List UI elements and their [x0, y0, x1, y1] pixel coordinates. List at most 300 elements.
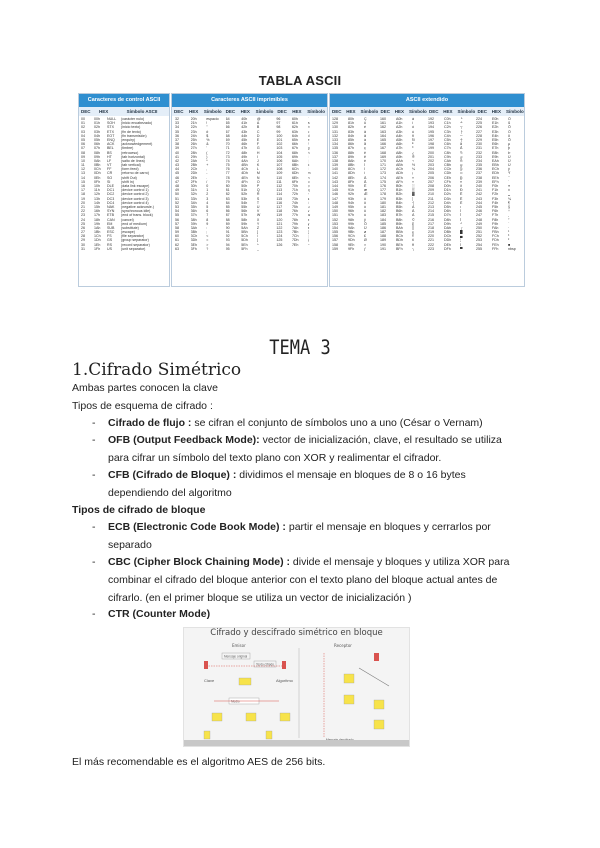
table-header-cell: DEC	[225, 109, 236, 114]
table-cell: C0h	[444, 117, 451, 121]
table-cell: 170	[380, 158, 386, 163]
table-cell: D3h	[444, 196, 451, 201]
table-cell: 6Dh	[291, 171, 299, 176]
table-cell: ë	[364, 154, 366, 159]
table-cell: 11h	[94, 188, 100, 193]
table-cell: n	[307, 175, 310, 180]
diagram-arrow	[359, 668, 389, 686]
diagram-yellow-marker	[246, 713, 256, 721]
table-cell: 4Ch	[241, 167, 248, 172]
list-item-continuation: combinar el cifrado del bloque anterior con el texto plano del bloque actual antes de	[108, 574, 498, 586]
table-cell: 180	[380, 200, 386, 205]
table-cell: DC3	[107, 196, 115, 201]
table-cell: 33	[175, 121, 179, 126]
table-cell: 19	[81, 196, 85, 201]
table-cell: 177	[380, 188, 386, 193]
table-cell: 95	[225, 246, 230, 251]
table-cell: RS	[107, 242, 112, 247]
table-cell: É	[364, 184, 367, 188]
table-cell: &	[206, 142, 209, 147]
table-cell	[276, 247, 292, 251]
table-cell: ³	[508, 234, 510, 239]
table-cell: 153	[332, 221, 338, 226]
table-cell: È	[460, 200, 463, 205]
table-cell: ¯	[508, 175, 510, 180]
table-cell: 56	[175, 217, 179, 222]
table-cell: 215	[428, 213, 434, 218]
table-cell: 91	[225, 230, 230, 235]
table-cell: Õ	[508, 137, 511, 142]
table-cell: 16	[81, 184, 85, 188]
table-cell: 20h	[190, 117, 197, 121]
table-cell: F4h	[492, 200, 499, 205]
table-cell: E2h	[492, 125, 499, 130]
table-cell: 97	[276, 121, 281, 126]
table-cell: 18	[81, 192, 85, 197]
table-cell: 03h	[94, 129, 100, 134]
table-cell: 196	[428, 133, 434, 138]
table-cell: 8	[206, 217, 209, 222]
table-cell: 228	[476, 133, 482, 138]
table-cell: 58	[175, 225, 179, 230]
table-cell: 151	[332, 213, 338, 218]
table-cell: (device control 2)	[121, 192, 149, 197]
table-cell: A0h	[396, 117, 403, 121]
diagram-label-medio: Medio	[231, 699, 240, 704]
table-cell: ~	[307, 242, 310, 247]
list-item: CTR (Counter Mode)	[108, 608, 211, 620]
table-cell: 45h	[241, 137, 248, 142]
table-cell: 3Fh	[190, 246, 197, 251]
table-cell: 206	[428, 175, 434, 180]
table-cell: 25h	[190, 137, 197, 142]
table-cell: 96	[276, 117, 281, 121]
table-cell: 78	[225, 175, 230, 180]
table-cell: AAh	[396, 158, 403, 163]
bullet-dash: -	[92, 521, 96, 533]
table-cell: 109	[276, 171, 283, 176]
table-cell: ¨	[508, 221, 510, 226]
table-cell: 227	[476, 129, 482, 134]
table-cell: (salto de línea)	[121, 158, 145, 163]
table-cell: 24	[81, 217, 85, 222]
table-cell: 106	[276, 158, 283, 163]
table-cell: (enquiry)	[121, 137, 136, 142]
table-cell: SUB	[107, 225, 115, 230]
table-cell: ESC	[107, 230, 115, 235]
table-cell: ^	[256, 242, 259, 247]
table-cell: D2h	[444, 192, 451, 197]
table-cell: 87	[225, 213, 230, 218]
table-cell: 8Eh	[348, 175, 355, 180]
table-cell: "	[206, 125, 208, 130]
table-cell: 10h	[94, 184, 100, 188]
table-cell: 47	[175, 179, 179, 184]
table-cell: 33h	[190, 196, 197, 201]
table-cell: 00h	[94, 117, 100, 121]
table-cell: C9h	[444, 154, 451, 159]
diagram-label-algoritmo: Algoritmo	[276, 678, 293, 683]
table-cell: (substitute)	[121, 225, 139, 230]
table-cell: 13	[81, 171, 85, 176]
table-cell: CAN	[107, 217, 115, 222]
table-cell: r	[307, 192, 309, 197]
table-cell: 17h	[94, 213, 100, 218]
table-cell: C	[256, 129, 260, 134]
table-cell: 137	[332, 154, 338, 159]
table-header-cell: DEC	[380, 109, 391, 114]
table-cell: EBh	[492, 163, 499, 168]
table-cell: 191	[380, 246, 386, 251]
diagram-yellow-marker	[280, 713, 290, 721]
table-cell: 54h	[241, 200, 248, 205]
table-cell: 201	[428, 154, 434, 159]
table-cell: 155	[332, 230, 338, 235]
table-cell: 22h	[190, 125, 197, 130]
table-cell: 252	[476, 234, 482, 239]
table-cell: 121	[276, 221, 283, 226]
table-cell: 79	[225, 179, 230, 184]
table-cell: D9h	[444, 221, 451, 226]
table-cell: 9Eh	[348, 242, 355, 247]
table-cell: 7Ch	[291, 234, 299, 239]
table-cell: 210	[428, 192, 434, 197]
table-cell: %	[206, 137, 210, 142]
table-cell: 05	[81, 137, 85, 142]
table-cell: 146	[332, 192, 338, 197]
table-cell: D6h	[444, 209, 451, 214]
table-cell: á	[412, 117, 414, 121]
table-row	[330, 247, 524, 251]
table-cell: 135	[332, 146, 338, 151]
table-cell: ┤	[412, 200, 415, 205]
table-cell: 90h	[348, 184, 354, 188]
diagram-graphic	[184, 628, 409, 746]
table-cell: 101	[276, 137, 283, 142]
table-cell: 49	[175, 188, 179, 193]
table-cell: SOH	[107, 121, 115, 126]
table-cell: 43	[175, 163, 179, 168]
table-cell: 27h	[190, 146, 197, 151]
table-cell: m	[307, 171, 311, 176]
table-cell: «	[412, 175, 414, 180]
diagram-footer-bar	[184, 740, 409, 746]
table-cell: 10	[81, 158, 85, 163]
table-cell: 174	[380, 175, 386, 180]
table-cell: 75h	[291, 204, 298, 209]
table-cell: 97h	[348, 213, 354, 218]
table-cell: 88h	[348, 150, 354, 155]
table-cell: 128	[332, 117, 338, 121]
table-cell: Q	[256, 188, 260, 193]
table-cell: 77h	[291, 213, 298, 218]
table-cell: ç	[364, 146, 366, 151]
table-cell: E	[256, 137, 260, 142]
table-cell: ö	[364, 200, 366, 205]
table-cell: ì	[364, 171, 365, 176]
table-cell: 148	[332, 200, 338, 205]
table-cell: CAh	[444, 158, 451, 163]
table-cell: 51	[175, 196, 179, 201]
table-cell: 110	[276, 175, 283, 180]
table-cell: E6h	[492, 142, 499, 147]
printable-table-caption: Caracteres ASCII imprimibles	[172, 94, 327, 107]
table-cell: ª	[412, 142, 414, 147]
table-cell: GS	[107, 238, 113, 243]
table-cell: 23h	[190, 129, 197, 134]
table-cell: ÿ	[364, 217, 366, 222]
table-cell: 28h	[190, 150, 197, 155]
table-cell: EDh	[492, 171, 499, 176]
table-cell: 248	[476, 217, 482, 222]
table-cell: 178	[380, 192, 386, 197]
table-header-cell: HEX	[394, 109, 405, 114]
list-item: ECB (Electronic Code Book Mode) : partir el mensaje en bloques y cerrarlos por	[108, 521, 491, 533]
table-cell: 158	[332, 242, 338, 247]
table-cell: Å	[364, 179, 367, 184]
table-cell: Á	[412, 204, 415, 209]
table-cell: EFh	[492, 179, 499, 184]
table-cell: 242	[476, 192, 482, 197]
table-cell: '	[206, 146, 207, 151]
table-cell: 61h	[291, 121, 298, 126]
table-cell: ¹	[508, 230, 510, 235]
table-cell: (retorno de carro)	[121, 171, 149, 176]
table-cell: F	[256, 142, 260, 147]
table-cell: 41h	[241, 121, 248, 126]
table-cell: 165	[380, 137, 386, 142]
table-cell: 80	[225, 184, 230, 188]
table-cell: 11	[81, 163, 85, 168]
table-cell: 2	[206, 192, 209, 197]
table-cell: 1	[206, 188, 209, 193]
table-cell: Ë	[460, 196, 463, 201]
table-cell: 115	[276, 196, 283, 201]
table-header-cell: Símbolo	[506, 109, 524, 114]
table-cell: 234	[476, 158, 482, 163]
table-cell: b	[307, 125, 310, 130]
table-cell: DC2	[107, 192, 115, 197]
table-cell: 102	[276, 142, 283, 147]
table-cell: D	[256, 133, 260, 138]
table-cell: F1h	[492, 188, 499, 193]
table-cell: |	[307, 234, 309, 239]
table-cell: VT	[107, 163, 112, 168]
table-cell: 1Ah	[94, 225, 101, 230]
table-cell: 00	[81, 117, 85, 121]
table-header-cell: HEX	[292, 109, 302, 114]
table-cell: 38	[175, 142, 179, 147]
table-cell: (	[206, 150, 208, 155]
table-cell: 46	[175, 175, 179, 180]
table-cell: (timbre)	[121, 146, 134, 151]
table-cell: 231	[476, 146, 482, 151]
table-cell: 83	[225, 196, 230, 201]
table-cell: EAh	[492, 158, 499, 163]
table-cell: 217	[428, 221, 434, 226]
table-cell: ð	[460, 184, 462, 188]
table-cell: F8h	[492, 217, 499, 222]
table-cell: 62	[175, 242, 179, 247]
table-cell: F7h	[492, 213, 499, 218]
table-cell: 154	[332, 225, 338, 230]
table-cell: ¥	[412, 242, 414, 247]
table-cell: (end of trans. block)	[121, 213, 153, 218]
table-cell: CDh	[444, 171, 452, 176]
table-cell: 90	[225, 225, 230, 230]
table-cell: 0	[206, 184, 209, 188]
table-cell: 150	[332, 209, 338, 214]
table-cell: 36	[175, 133, 179, 138]
table-cell: 27	[81, 230, 85, 235]
table-row	[79, 247, 169, 251]
list-item: Cifrado de flujo : se cifran el conjunto de símbolos uno a uno (César o Vernam)	[108, 417, 483, 429]
table-header-cell: HEX	[491, 109, 502, 114]
table-cell: ]	[256, 238, 258, 243]
table-cell: ,	[206, 167, 208, 172]
table-cell: ─	[460, 133, 463, 138]
table-cell: 133	[332, 137, 338, 142]
table-cell: 15h	[94, 204, 100, 209]
table-cell: Ã	[460, 146, 463, 151]
table-cell: K	[256, 163, 260, 168]
table-cell: 94h	[348, 200, 354, 205]
table-cell: (escape)	[121, 230, 135, 235]
table-cell: 30h	[190, 184, 197, 188]
table-cell: BEh	[396, 242, 403, 247]
table-cell: ETX	[107, 129, 114, 134]
table-cell: e	[307, 137, 310, 142]
table-cell: 189	[380, 238, 386, 243]
table-cell: 182	[380, 209, 386, 214]
block-cipher-title: Tipos de cifrado de bloque	[72, 504, 206, 516]
table-cell: B6h	[396, 209, 403, 214]
table-cell: 67h	[291, 146, 298, 151]
table-cell: 14	[81, 175, 85, 180]
table-cell: 87h	[348, 146, 354, 151]
table-cell: £	[364, 234, 366, 239]
diagram-red-marker	[204, 661, 208, 669]
table-cell: 185	[380, 221, 386, 226]
table-cell: ┌	[460, 225, 463, 230]
table-cell: (device control 3)	[121, 196, 149, 201]
table-cell: @	[256, 117, 261, 121]
table-cell: í	[412, 121, 413, 126]
bullet-dash: -	[92, 417, 96, 429]
table-cell: FEh	[492, 242, 499, 247]
table-header-cell: Símbolo	[457, 109, 476, 114]
table-cell: C8h	[444, 150, 451, 155]
table-cell: 72	[225, 150, 230, 155]
table-cell: ã	[460, 142, 462, 147]
table-cell: W	[256, 213, 261, 218]
table-cell: 8Bh	[348, 163, 355, 168]
table-cell: k	[307, 163, 310, 168]
table-cell: 112	[276, 184, 283, 188]
table-header-cell: DEC	[332, 109, 342, 114]
table-cell: ı	[460, 204, 461, 209]
table-cell: 175	[380, 179, 386, 184]
table-cell: (data link escape)	[121, 184, 150, 188]
table-cell: 243	[476, 196, 482, 201]
diagram-yellow-marker	[374, 700, 384, 709]
table-cell: 53	[175, 204, 179, 209]
table-cell: T	[256, 200, 260, 205]
table-cell: 160	[380, 117, 386, 121]
table-cell: 6Ah	[291, 158, 299, 163]
table-cell: 251	[476, 230, 482, 235]
table-cell: 232	[476, 150, 482, 155]
table-cell: 34h	[190, 200, 197, 205]
table-cell: 222	[428, 242, 434, 247]
table-header-cell: Símbolo	[360, 109, 379, 114]
table-cell: 71	[225, 146, 230, 151]
table-cell: 162	[380, 125, 386, 130]
table-cell: A2h	[396, 125, 403, 130]
table-cell: 3Dh	[190, 238, 198, 243]
table-cell: 16h	[94, 209, 100, 214]
table-cell: t	[307, 200, 309, 205]
diagram-label-receptor: Receptor	[334, 643, 352, 648]
table-cell: B0h	[396, 184, 403, 188]
table-cell: 55	[175, 213, 179, 218]
table-cell: 145	[332, 188, 338, 193]
intro-line-2: Tipos de esquema de cifrado :	[72, 400, 213, 412]
table-cell: 12h	[94, 192, 100, 197]
table-cell: 205	[428, 171, 434, 176]
table-cell: 130	[332, 125, 338, 130]
table-cell: BDh	[396, 238, 403, 243]
table-cell: 7Eh	[291, 242, 299, 247]
table-cell: ô	[364, 196, 366, 201]
table-cell: 113	[276, 188, 283, 193]
table-cell: å	[364, 142, 366, 147]
table-cell: O	[256, 179, 260, 184]
table-cell: S	[256, 196, 260, 201]
table-cell: 44h	[241, 133, 248, 138]
table-header-cell: DEC	[429, 109, 439, 114]
table-cell: ;	[206, 230, 208, 235]
table-cell: 82h	[348, 125, 354, 130]
table-cell: (synchronous idle)	[121, 209, 151, 214]
table-cell: 6	[206, 209, 209, 214]
table-cell: º	[412, 146, 414, 151]
table-cell: [	[256, 230, 258, 235]
table-cell: ╗	[412, 230, 415, 235]
control-table-rows	[79, 116, 169, 251]
table-cell: 209	[428, 188, 434, 193]
table-cell: I	[256, 154, 258, 159]
table-cell: 01	[81, 121, 85, 126]
table-cell: 67	[225, 129, 230, 134]
table-cell: !	[206, 121, 208, 126]
table-cell: 76h	[291, 209, 298, 214]
table-cell: 5	[206, 204, 209, 209]
table-cell: ê	[364, 150, 366, 155]
table-cell: 1Bh	[94, 230, 101, 235]
table-cell: B7h	[396, 213, 403, 218]
table-cell: 59h	[241, 221, 248, 226]
table-cell: ò	[364, 204, 366, 209]
table-cell: 226	[476, 125, 482, 130]
table-cell: 35	[175, 129, 179, 134]
table-cell: =	[206, 238, 209, 243]
table-cell: F6h	[492, 209, 499, 214]
table-cell: 54	[175, 209, 179, 214]
table-cell: (retroceso)	[121, 150, 139, 155]
table-cell: 02	[81, 125, 85, 130]
table-header-cell: DEC	[477, 109, 488, 114]
